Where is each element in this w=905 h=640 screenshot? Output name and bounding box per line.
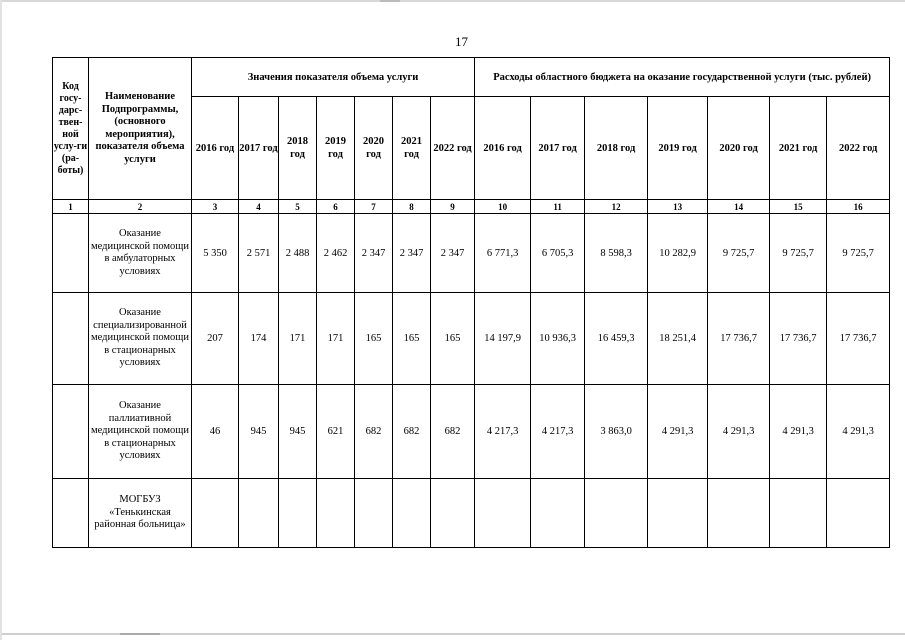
- volume-value-cell: 2 347: [355, 214, 393, 293]
- expense-value-cell: 16 459,3: [585, 293, 648, 385]
- expense-value-cell: [648, 479, 708, 548]
- expense-value-cell: [827, 479, 890, 548]
- service-code-cell: [53, 479, 89, 548]
- value-year-header: 2021 год: [393, 97, 431, 200]
- expense-value-cell: 10 282,9: [648, 214, 708, 293]
- column-number: 14: [708, 200, 770, 214]
- service-name-cell: Оказание специализированной медицинской помощи в стационарных условиях: [89, 293, 192, 385]
- expense-value-cell: 4 291,3: [770, 385, 827, 479]
- budget-table: [52, 57, 890, 548]
- values-group-header: Значения показателя объема услуги: [192, 58, 475, 97]
- expense-value-cell: 4 291,3: [648, 385, 708, 479]
- column-number: 15: [770, 200, 827, 214]
- volume-value-cell: 682: [355, 385, 393, 479]
- expense-value-cell: [585, 479, 648, 548]
- institution-name-cell: МОГБУЗ «Тенькинская районная больница»: [89, 479, 192, 548]
- volume-value-cell: 2 571: [239, 214, 279, 293]
- expense-year-header: 2017 год: [531, 97, 585, 200]
- page-number: 17: [455, 34, 468, 49]
- service-name-cell: Оказание паллиативной медицинской помощи в стационарных условиях: [89, 385, 192, 479]
- volume-value-cell: 165: [431, 293, 475, 385]
- volume-value-cell: 5 350: [192, 214, 239, 293]
- service-name-cell: Оказание медицинской помощи в амбулаторных условиях: [89, 214, 192, 293]
- volume-value-cell: 2 347: [431, 214, 475, 293]
- scan-edge-left: [0, 0, 2, 640]
- expense-year-header: 2019 год: [648, 97, 708, 200]
- volume-value-cell: 945: [239, 385, 279, 479]
- volume-value-cell: 682: [393, 385, 431, 479]
- expense-year-header: 2022 год: [827, 97, 890, 200]
- volume-value-cell: 2 488: [279, 214, 317, 293]
- table-row: [53, 479, 890, 548]
- volume-value-cell: [393, 479, 431, 548]
- service-code-cell: [53, 385, 89, 479]
- expense-value-cell: [708, 479, 770, 548]
- column-number: 1: [53, 200, 89, 214]
- name-column-header: Наименование Подпрограммы, (основного мероприятия), показателя объема услуги: [89, 58, 192, 200]
- service-code-cell: [53, 293, 89, 385]
- volume-value-cell: 174: [239, 293, 279, 385]
- expense-value-cell: 8 598,3: [585, 214, 648, 293]
- expense-value-cell: 17 736,7: [708, 293, 770, 385]
- expense-year-header: 2016 год: [475, 97, 531, 200]
- scan-edge-top: [0, 0, 905, 2]
- scan-artifact: [380, 0, 400, 2]
- volume-value-cell: 171: [279, 293, 317, 385]
- expense-value-cell: 17 736,7: [770, 293, 827, 385]
- value-year-header: 2018 год: [279, 97, 317, 200]
- volume-value-cell: 165: [393, 293, 431, 385]
- volume-value-cell: 2 462: [317, 214, 355, 293]
- expense-year-header: 2020 год: [708, 97, 770, 200]
- value-year-header: 2022 год: [431, 97, 475, 200]
- expense-value-cell: [531, 479, 585, 548]
- expense-value-cell: 4 291,3: [827, 385, 890, 479]
- column-number: 10: [475, 200, 531, 214]
- expense-value-cell: 9 725,7: [770, 214, 827, 293]
- expense-year-header: 2018 год: [585, 97, 648, 200]
- table-row: [53, 293, 890, 385]
- volume-value-cell: 682: [431, 385, 475, 479]
- volume-value-cell: [431, 479, 475, 548]
- volume-value-cell: [317, 479, 355, 548]
- expense-value-cell: [475, 479, 531, 548]
- expense-year-header: 2021 год: [770, 97, 827, 200]
- volume-value-cell: 165: [355, 293, 393, 385]
- expense-value-cell: [770, 479, 827, 548]
- value-year-header: 2016 год: [192, 97, 239, 200]
- value-year-header: 2017 год: [239, 97, 279, 200]
- column-number: 16: [827, 200, 890, 214]
- volume-value-cell: 945: [279, 385, 317, 479]
- expense-value-cell: 4 291,3: [708, 385, 770, 479]
- column-number: 13: [648, 200, 708, 214]
- column-number-row: [53, 200, 890, 214]
- expense-value-cell: 4 217,3: [531, 385, 585, 479]
- column-number: 2: [89, 200, 192, 214]
- scan-artifact: [120, 633, 160, 635]
- column-number: 6: [317, 200, 355, 214]
- column-number: 7: [355, 200, 393, 214]
- column-number: 12: [585, 200, 648, 214]
- expense-value-cell: 17 736,7: [827, 293, 890, 385]
- volume-value-cell: [279, 479, 317, 548]
- code-column-header: Код госу-дарс-твен-ной услу-ги (ра-боты): [53, 58, 89, 200]
- expense-value-cell: 14 197,9: [475, 293, 531, 385]
- expense-value-cell: 6 705,3: [531, 214, 585, 293]
- volume-value-cell: [355, 479, 393, 548]
- column-number: 9: [431, 200, 475, 214]
- service-code-cell: [53, 214, 89, 293]
- header-row-1: [53, 58, 890, 97]
- value-year-header: 2020 год: [355, 97, 393, 200]
- expense-value-cell: 6 771,3: [475, 214, 531, 293]
- column-number: 5: [279, 200, 317, 214]
- volume-value-cell: 621: [317, 385, 355, 479]
- volume-value-cell: 46: [192, 385, 239, 479]
- volume-value-cell: [239, 479, 279, 548]
- expenses-group-header: Расходы областного бюджета на оказание государственной услуги (тыс. рублей): [475, 58, 890, 97]
- volume-value-cell: [192, 479, 239, 548]
- expense-value-cell: 18 251,4: [648, 293, 708, 385]
- column-number: 3: [192, 200, 239, 214]
- column-number: 4: [239, 200, 279, 214]
- volume-value-cell: 207: [192, 293, 239, 385]
- value-year-header: 2019 год: [317, 97, 355, 200]
- volume-value-cell: 2 347: [393, 214, 431, 293]
- expense-value-cell: 9 725,7: [827, 214, 890, 293]
- column-number: 8: [393, 200, 431, 214]
- table-row: [53, 385, 890, 479]
- table-row: [53, 214, 890, 293]
- volume-value-cell: 171: [317, 293, 355, 385]
- expense-value-cell: 4 217,3: [475, 385, 531, 479]
- expense-value-cell: 3 863,0: [585, 385, 648, 479]
- expense-value-cell: 10 936,3: [531, 293, 585, 385]
- expense-value-cell: 9 725,7: [708, 214, 770, 293]
- column-number: 11: [531, 200, 585, 214]
